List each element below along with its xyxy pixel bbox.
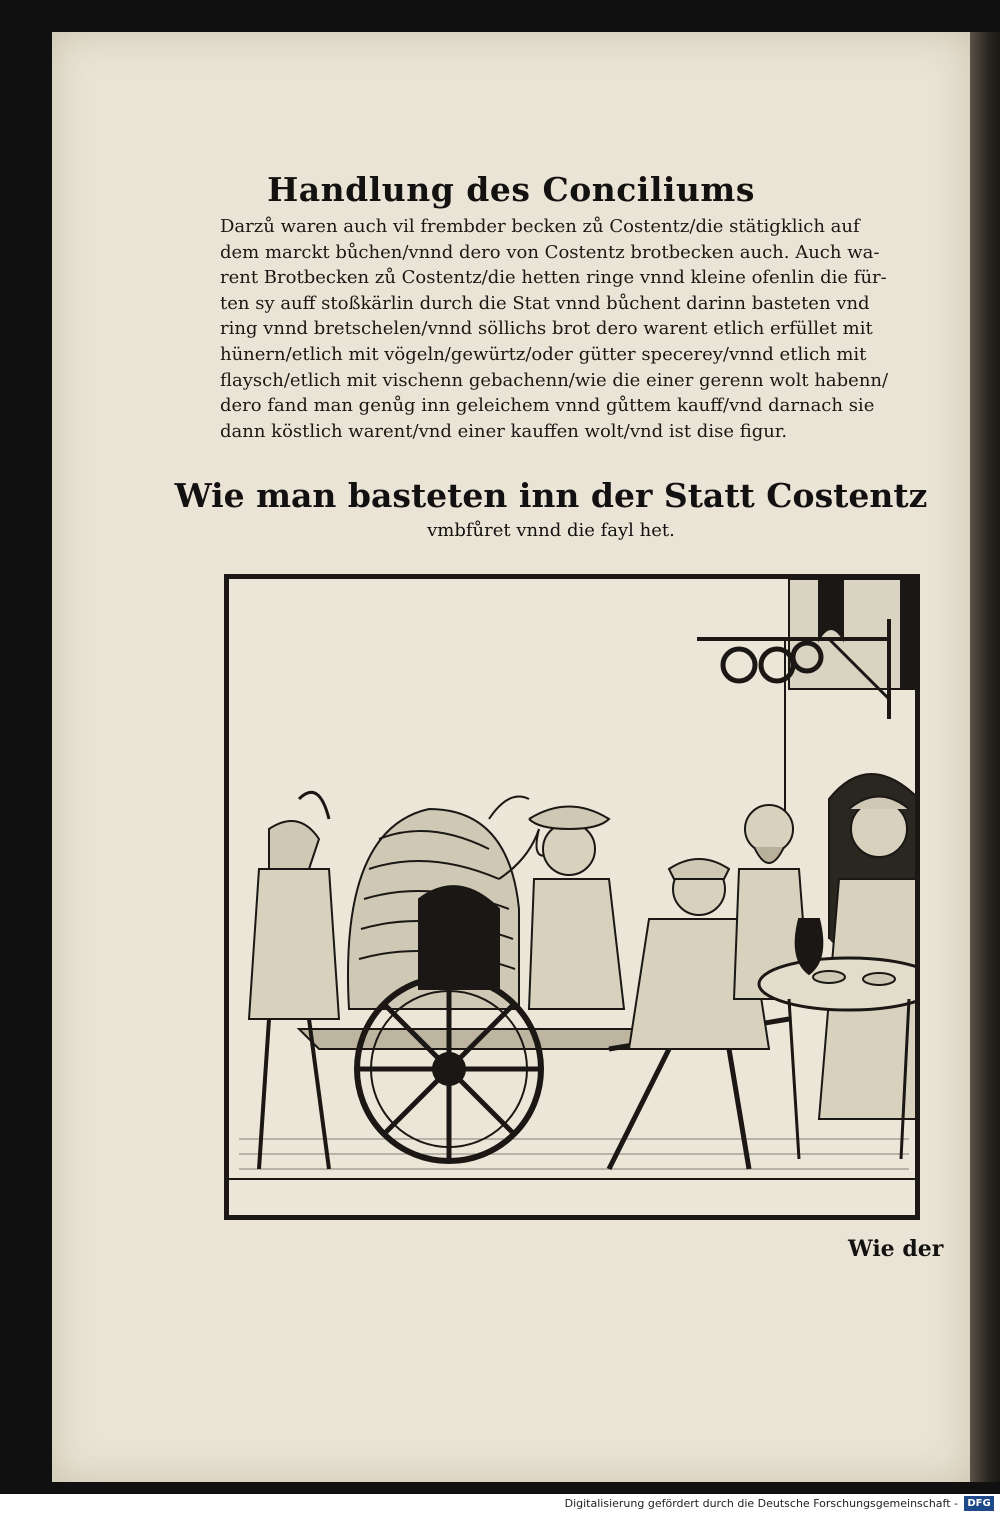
body-line: hünern/etlich mit vögeln/gewürtz/oder gütter specerey/vnnd etlich mit <box>220 343 867 365</box>
body-line: ring vnnd bretschelen/vnnd söllichs brot dero warent etlich erfüllet mit <box>220 318 873 340</box>
dfg-logo: DFG <box>964 1496 994 1511</box>
woodcut-illustration <box>224 574 920 1220</box>
digitization-footer <box>0 1494 1000 1515</box>
illustration-subtitle: vmbfůret vnnd die fayl het. <box>427 520 675 541</box>
woodcut-drawing <box>229 579 915 1215</box>
body-line: dem marckt bůchen/vnnd dero von Costentz brotbecken auch. Auch wa- <box>220 241 880 263</box>
book-gutter <box>970 32 1000 1482</box>
book-page <box>52 32 970 1482</box>
running-heading: Handlung des Conciliums <box>267 170 755 209</box>
footer-credit-text: Digitalisierung gefördert durch die Deutsche Forschungsgemeinschaft - <box>564 1497 958 1510</box>
body-line: Darzů waren auch vil frembder becken zů Costentz/die stätigklich auf <box>220 216 860 237</box>
body-line: dann köstlich warent/vnd einer kauffen wolt/vnd ist dise figur. <box>220 420 788 442</box>
catchword: Wie der <box>848 1236 944 1262</box>
body-line: rent Brotbecken zů Costentz/die hetten ringe vnnd kleine ofenlin die für- <box>220 267 887 289</box>
body-line: ten sy auff stoßkärlin durch die Stat vnnd bůchent darinn basteten vnd <box>220 292 870 314</box>
body-line: flaysch/etlich mit vischenn gebachenn/wie die einer gerenn wolt habenn/ <box>220 369 889 391</box>
illustration-title: Wie man basteten inn der Statt Costentz <box>174 476 928 515</box>
body-paragraph <box>220 214 940 444</box>
body-line: dero fand man genůg inn geleichem vnnd gůttem kauff/vnd darnach sie <box>220 395 875 417</box>
